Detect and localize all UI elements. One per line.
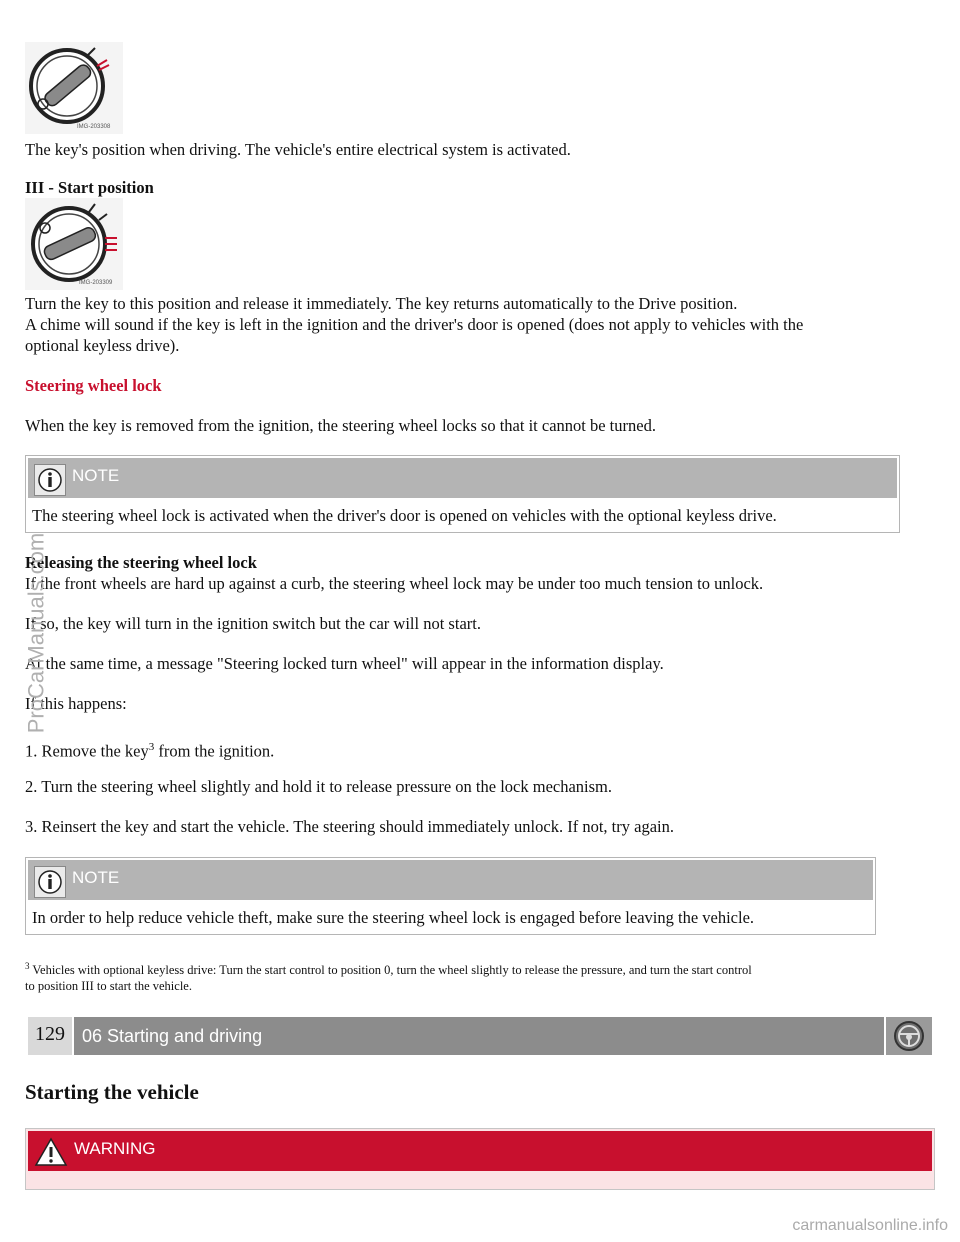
- note-label: NOTE: [72, 466, 120, 485]
- step-1-text: 1. Remove the key: [25, 741, 149, 761]
- image-caption: IMG-203308: [77, 124, 111, 130]
- ignition-start-image: [25, 198, 123, 290]
- warning-box: [25, 1128, 935, 1190]
- release-text-line2: If so, the key will turn in the ignition switch but the car will not start.: [25, 614, 481, 633]
- section-title: Starting the vehicle: [25, 1080, 199, 1104]
- start-text-line3: optional keyless drive).: [25, 336, 180, 355]
- release-text-line3: At the same time, a message "Steering locked turn wheel" will appear in the information display.: [25, 654, 664, 673]
- ignition-drive-illustration: [25, 42, 123, 134]
- note-text: The steering wheel lock is activated when the driver's door is opened on vehicles with the optional keyless drive.: [32, 506, 777, 525]
- chapter-title: 06 Starting and driving: [82, 1026, 263, 1046]
- warning-label: WARNING: [74, 1139, 156, 1158]
- note-header: [28, 458, 897, 498]
- note-box-keyless: [25, 455, 900, 533]
- image-caption: IMG-203309: [79, 280, 113, 286]
- chapter-header: [28, 1017, 932, 1055]
- note-text: In order to help reduce vehicle theft, make sure the steering wheel lock is engaged before leaving the vehicle.: [32, 908, 755, 927]
- start-text-line1: Turn the key to this position and release it immediately. The key returns automatically to the Drive position.: [25, 294, 738, 313]
- steering-wheel-icon-box: [886, 1017, 932, 1055]
- step-2: 2. Turn the steering wheel slightly and hold it to release pressure on the lock mechanism.: [25, 777, 613, 796]
- start-text-line2: A chime will sound if the key is left in the ignition and the driver's door is opened (does not apply to vehicles with the: [25, 315, 804, 334]
- ignition-drive-image: [25, 42, 123, 134]
- page-number: 129: [28, 1017, 72, 1055]
- step-1: [25, 737, 274, 762]
- chapter-title-bar: [74, 1017, 884, 1055]
- steering-wheel-icon: [886, 1017, 932, 1055]
- start-position-heading: III - Start position: [25, 178, 154, 197]
- warning-header: [28, 1131, 932, 1171]
- step-3: 3. Reinsert the key and start the vehicle. The steering should immediately unlock. If not, try again.: [25, 817, 674, 836]
- note-header: [28, 860, 873, 900]
- footnote-text: Vehicles with optional keyless drive: Turn the start control to position 0, turn the wheel slightly to release the pressure, and turn the start control: [29, 963, 752, 978]
- warning-triangle-icon: [34, 1137, 68, 1167]
- footnote-line1: [25, 958, 752, 978]
- note-box-theft: [25, 857, 876, 935]
- drive-description: The key's position when driving. The vehicle's entire electrical system is activated.: [25, 140, 571, 159]
- step-1-text-end: from the ignition.: [154, 741, 275, 761]
- steering-lock-text: When the key is removed from the ignition, the steering wheel locks so that it cannot be turned.: [25, 416, 656, 435]
- release-text-line4: If this happens:: [25, 694, 127, 713]
- bottom-watermark: carmanualsonline.info: [792, 1217, 948, 1234]
- release-heading: Releasing the steering wheel lock: [25, 553, 257, 572]
- footnote-line2: to position III to start the vehicle.: [25, 979, 192, 993]
- info-icon: [34, 866, 66, 898]
- footnote-ref: 3: [148, 741, 155, 753]
- ignition-start-illustration: [25, 198, 123, 290]
- side-watermark: ProCarManuals.com: [23, 532, 49, 734]
- footnote-number: 3: [25, 961, 30, 971]
- steering-lock-heading: Steering wheel lock: [25, 376, 162, 395]
- info-icon: [34, 464, 66, 496]
- note-label: NOTE: [72, 868, 120, 887]
- release-text-line1: If the front wheels are hard up against a curb, the steering wheel lock may be under too much tension to unlock.: [25, 574, 764, 593]
